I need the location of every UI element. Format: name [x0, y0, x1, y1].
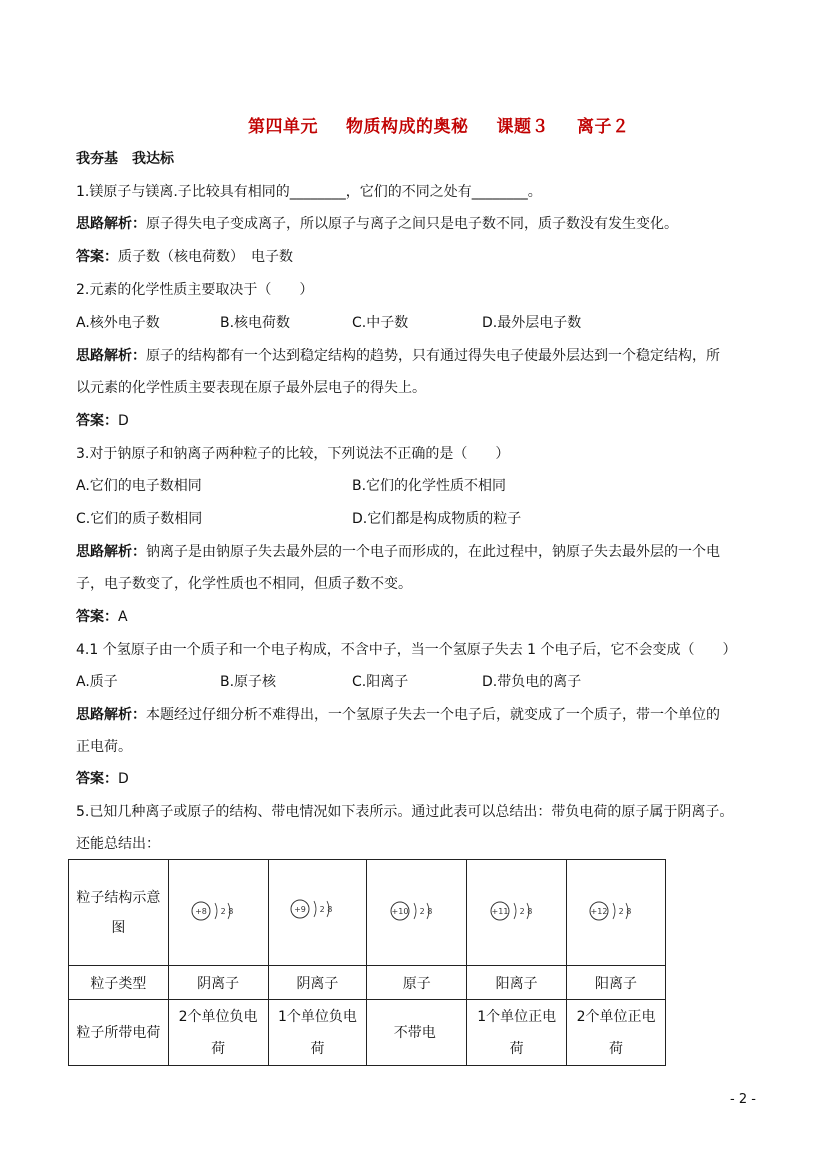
option-d: D.带负电的离子 [482, 674, 582, 690]
table-cell: 阴离子 [168, 966, 268, 1000]
option-c: C.中子数 [352, 315, 409, 331]
ion-table [68, 859, 666, 1066]
atom-diagram-icon [387, 896, 447, 926]
option-a: A.它们的电子数相同 [76, 478, 202, 494]
table-cell: 阳离子 [567, 966, 666, 1000]
q3-analysis-1 [76, 542, 720, 562]
answer-text: D [118, 413, 129, 429]
answer-text: A [118, 609, 128, 625]
row-header-structure: 粒子结构示意图 [69, 860, 169, 966]
table-cell: 阴离子 [268, 966, 367, 1000]
q3-question: 3.对于钠原子和钠离子两种粒子的比较，下列说法不正确的是（ ） [76, 446, 510, 462]
table-row [69, 860, 666, 966]
page-number: - 2 - [730, 1092, 756, 1107]
table-row [69, 1000, 666, 1066]
title-topic: 物质构成的奥秘 [346, 117, 469, 137]
atom-diagram-icon [586, 896, 646, 926]
option-b: B.核电荷数 [220, 315, 291, 331]
table-cell: 原子 [367, 966, 467, 1000]
table-row [69, 966, 666, 1000]
shell-electrons: 2 8 [419, 906, 433, 916]
option-a: A.核外电子数 [76, 315, 160, 331]
analysis-label: 思路解析： [76, 348, 146, 364]
option-b: B.原子核 [220, 674, 277, 690]
option-a: A.质子 [76, 674, 118, 690]
table-cell: 1个单位负电荷 [268, 1000, 367, 1066]
shell-arc [414, 903, 416, 919]
option-d: D.它们都是构成物质的粒子 [352, 511, 522, 527]
q2-analysis-2: 以元素的化学性质主要表现在原子最外层电子的得失上。 [76, 380, 426, 396]
analysis-label: 思路解析： [76, 216, 146, 232]
table-cell: 2个单位正电荷 [567, 1000, 666, 1066]
atom-diagram-icon [487, 896, 547, 926]
option-b: B.它们的化学性质不相同 [352, 478, 507, 494]
analysis-text: 本题经过仔细分析不难得出，一个氢原子失去一个电子后，就变成了一个质子，带一个单位的 [146, 707, 720, 723]
table-cell: 阳离子 [467, 966, 567, 1000]
nucleus-label: +9 [294, 904, 307, 914]
atom-diagram-icon [188, 896, 248, 926]
shell-arc [514, 903, 516, 919]
shell-arc [215, 903, 217, 919]
q1-analysis [76, 214, 678, 234]
nucleus-label: +12 [590, 906, 608, 916]
shell-arc [314, 901, 316, 917]
option-c: C.它们的质子数相同 [76, 511, 203, 527]
structure-diagram [268, 860, 367, 966]
shell-electrons: 2 8 [320, 904, 333, 914]
row-header-charge: 粒子所带电荷 [69, 1000, 169, 1066]
answer-label: 答案： [76, 609, 118, 625]
q5-question-1: 5.已知几种离子或原子的结构、带电情况如下表所示。通过此表可以总结出：带负电荷的原子属于阴离子。 [76, 804, 734, 820]
q4-question: 4.1 个氢原子由一个质子和一个电子构成，不含中子，当一个氢原子失去 1 个电子后，它不会变成（ ） [76, 642, 737, 658]
structure-diagram [567, 860, 666, 966]
q4-analysis-2: 正电荷。 [76, 739, 132, 755]
structure-diagram [168, 860, 268, 966]
q2-answer [76, 411, 129, 431]
nucleus-label: +11 [491, 906, 509, 916]
analysis-label: 思路解析： [76, 707, 146, 723]
answer-label: 答案： [76, 771, 118, 787]
shell-electrons: 2 8 [220, 906, 234, 916]
q2-question: 2.元素的化学性质主要取决于（ ） [76, 282, 314, 298]
q3-analysis-2: 子，电子数变了，化学性质也不相同，但质子数不变。 [76, 576, 412, 592]
nucleus-label: +8 [195, 906, 207, 916]
answer-text: D [118, 771, 129, 787]
q1-question: 1.镁原子与镁离.子比较具有相同的________，它们的不同之处有________。 [76, 184, 542, 200]
analysis-text: 钠离子是由钠原子失去最外层的一个电子而形成的，在此过程中，钠原子失去最外层的一个电 [146, 544, 720, 560]
shell-arc [613, 903, 615, 919]
analysis-text: 原子得失电子变成离子，所以原子与离子之间只是电子数不同，质子数没有发生变化。 [146, 216, 678, 232]
title-sub: 离子２ [577, 117, 630, 137]
answer-text: 质子数（核电荷数） 电子数 [118, 249, 293, 265]
nucleus-label: +10 [391, 906, 409, 916]
q3-answer [76, 607, 128, 627]
q4-answer [76, 769, 129, 789]
table-cell: 2个单位负电荷 [168, 1000, 268, 1066]
table-cell: 1个单位正电荷 [467, 1000, 567, 1066]
analysis-text: 原子的结构都有一个达到稳定结构的趋势，只有通过得失电子使最外层达到一个稳定结构，所 [146, 348, 720, 364]
atom-diagram-icon [287, 896, 347, 926]
title-unit: 第四单元 [248, 117, 318, 137]
q1-answer [76, 247, 293, 267]
answer-label: 答案： [76, 249, 118, 265]
shell-electrons: 2 8 [519, 906, 533, 916]
structure-diagram [367, 860, 467, 966]
section-heading: 我夯基 我达标 [76, 151, 174, 167]
option-d: D.最外层电子数 [482, 315, 582, 331]
q4-analysis-1 [76, 705, 720, 725]
answer-label: 答案： [76, 413, 118, 429]
structure-diagram [467, 860, 567, 966]
page-title [248, 112, 630, 137]
row-header-type: 粒子类型 [69, 966, 169, 1000]
table-cell: 不带电 [367, 1000, 467, 1066]
option-c: C.阳离子 [352, 674, 409, 690]
shell-electrons: 2 8 [618, 906, 632, 916]
q5-question-2: 还能总结出： [76, 836, 160, 852]
q2-analysis-1 [76, 346, 720, 366]
analysis-label: 思路解析： [76, 544, 146, 560]
title-lesson: 课题３ [496, 117, 549, 137]
